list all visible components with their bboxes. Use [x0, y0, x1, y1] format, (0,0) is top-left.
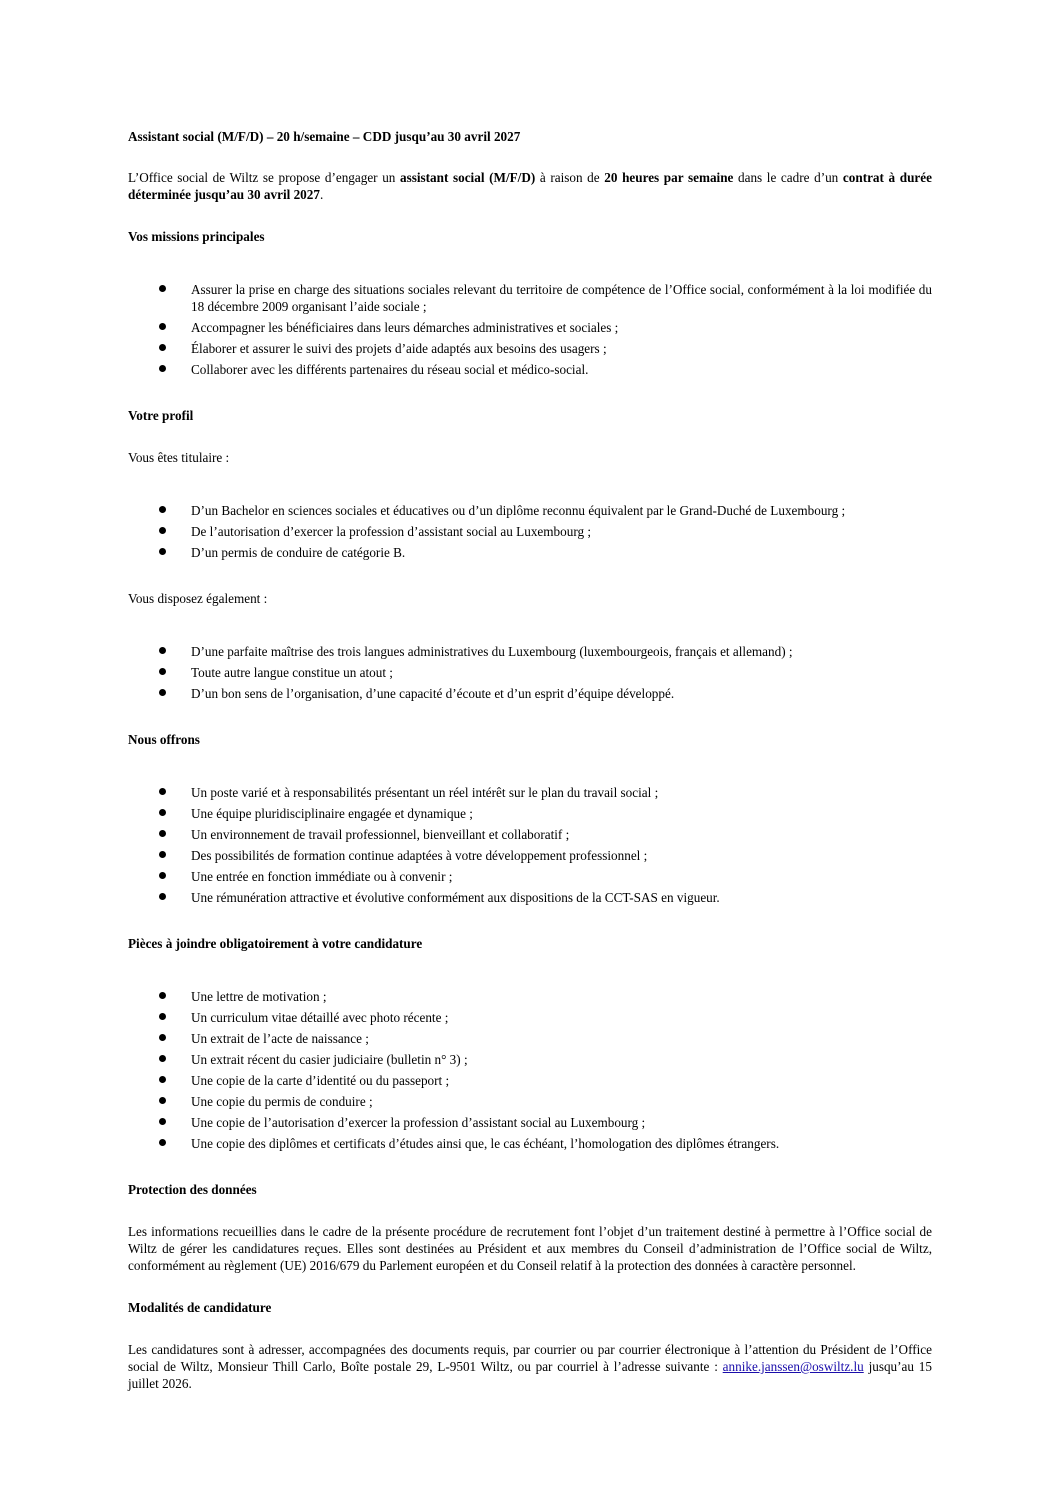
bullet-icon [159, 1055, 166, 1062]
list-item [128, 805, 932, 822]
list-item-text: Une lettre de motivation ; [191, 989, 327, 1004]
list-item [128, 502, 932, 519]
list-item [128, 319, 932, 336]
intro-bold-contract: contrat à durée déterminée jusqu’au 30 avril 2027 [128, 170, 932, 202]
application-paragraph [128, 1341, 932, 1392]
intro-bold-position: assistant social (M/F/D) [400, 170, 536, 185]
list-item [128, 281, 932, 315]
list-item [128, 784, 932, 801]
bullet-icon [159, 809, 166, 816]
list-item-text: Une équipe pluridisciplinaire engagée et dynamique ; [191, 806, 473, 821]
intro-text: L’Office social de Wiltz se propose d’engager un [128, 170, 400, 185]
list-item-text: Une copie de la carte d’identité ou du passeport ; [191, 1073, 450, 1088]
list-item-text: Une rémunération attractive et évolutive conformément aux dispositions de la CCT-SAS en vigueur. [191, 890, 720, 905]
offer-list [128, 784, 932, 906]
list-item [128, 847, 932, 864]
job-title: Assistant social (M/F/D) – 20 h/semaine – CDD jusqu’au 30 avril 2027 [128, 129, 521, 144]
list-item-text: Une copie des diplômes et certificats d’études ainsi que, le cas échéant, l’homologation des diplômes étrangers. [191, 1136, 780, 1151]
intro-text: dans le cadre d’un [733, 170, 843, 185]
list-item-text: Accompagner les bénéficiaires dans leurs démarches administratives et sociales ; [191, 320, 619, 335]
list-item [128, 1114, 932, 1131]
list-item [128, 988, 932, 1005]
missions-heading: Vos missions principales [128, 229, 265, 244]
list-item [128, 1009, 932, 1026]
offer-heading: Nous offrons [128, 732, 200, 747]
list-item-text: Une copie du permis de conduire ; [191, 1094, 373, 1109]
list-item [128, 1051, 932, 1068]
list-item-text: Une entrée en fonction immédiate ou à convenir ; [191, 869, 453, 884]
list-item-text: De l’autorisation d’exercer la profession d’assistant social au Luxembourg ; [191, 524, 592, 539]
list-item [128, 1072, 932, 1089]
bullet-icon [159, 689, 166, 696]
bullet-icon [159, 344, 166, 351]
bullet-icon [159, 647, 166, 654]
bullet-icon [159, 872, 166, 879]
profile-list-1 [128, 502, 932, 561]
bullet-icon [159, 851, 166, 858]
list-item-text: Assurer la prise en charge des situations sociales relevant du territoire de compétence de l’Office social, conformément à la loi modifiée du 18 décembre 2009 organisant l’aide sociale ; [191, 282, 932, 314]
list-item-text: Une copie de l’autorisation d’exercer la profession d’assistant social au Luxembourg ; [191, 1115, 646, 1130]
list-item [128, 1135, 932, 1152]
intro-text: à raison de [535, 170, 605, 185]
bullet-icon [159, 285, 166, 292]
list-item-text: Un extrait de l’acte de naissance ; [191, 1031, 369, 1046]
list-item [128, 544, 932, 561]
email-link[interactable]: annike.janssen@oswiltz.lu [722, 1359, 864, 1374]
application-heading: Modalités de candidature [128, 1300, 272, 1315]
list-item-text: Toute autre langue constitue un atout ; [191, 665, 393, 680]
list-item-text: Collaborer avec les différents partenaires du réseau social et médico-social. [191, 362, 589, 377]
bullet-icon [159, 323, 166, 330]
list-item [128, 643, 932, 660]
profile-lead-1: Vous êtes titulaire : [128, 450, 230, 465]
bullet-icon [159, 893, 166, 900]
list-item-text: D’un permis de conduire de catégorie B. [191, 545, 406, 560]
missions-list [128, 281, 932, 378]
bullet-icon [159, 365, 166, 372]
privacy-paragraph: Les informations recueillies dans le cadre de la présente procédure de recrutement font l’objet d’un traitement destiné à permettre à l’Office social de Wiltz de gérer les candidatures reçues. Elles sont destinées au Président et aux membres du Conseil d’administration de l’Office social de Wiltz, conformément au règlement (UE) 2016/679 du Parlement européen et du Conseil relatif à la protection des données à caractère personnel. [128, 1224, 932, 1273]
bullet-icon [159, 548, 166, 555]
bullet-icon [159, 1034, 166, 1041]
bullet-icon [159, 527, 166, 534]
list-item-text: D’un bon sens de l’organisation, d’une capacité d’écoute et d’un esprit d’équipe développé. [191, 686, 675, 701]
list-item [128, 1030, 932, 1047]
privacy-heading: Protection des données [128, 1182, 257, 1197]
intro-bold-hours: 20 heures par semaine [604, 170, 734, 185]
application-text: Les candidatures sont à adresser, accompagnées des documents requis, par courrier ou par courrier électronique à l’attention du Président de l’Office social de Wiltz, Monsieur Thill Carlo, Boîte postale 29, L-9501 Wiltz, ou par courriel à l’adresse suivante : [128, 1342, 932, 1374]
list-item-text: Un extrait récent du casier judiciaire (bulletin n° 3) ; [191, 1052, 468, 1067]
list-item [128, 664, 932, 681]
list-item [128, 685, 932, 702]
list-item-text: Un curriculum vitae détaillé avec photo récente ; [191, 1010, 449, 1025]
list-item-text: D’une parfaite maîtrise des trois langues administratives du Luxembourg (luxembourgeois, français et allemand) ; [191, 644, 793, 659]
list-item [128, 889, 932, 906]
profile-lead-2: Vous disposez également : [128, 591, 268, 606]
bullet-icon [159, 788, 166, 795]
bullet-icon [159, 1097, 166, 1104]
documents-heading: Pièces à joindre obligatoirement à votre candidature [128, 936, 423, 951]
list-item [128, 523, 932, 540]
intro-paragraph [128, 169, 932, 203]
list-item-text: Un environnement de travail professionnel, bienveillant et collaboratif ; [191, 827, 570, 842]
bullet-icon [159, 1013, 166, 1020]
bullet-icon [159, 1118, 166, 1125]
application-text: jusqu’au 15 juillet 2026. [128, 1359, 932, 1391]
list-item-text: Élaborer et assurer le suivi des projets d’aide adaptés aux besoins des usagers ; [191, 341, 607, 356]
bullet-icon [159, 830, 166, 837]
bullet-icon [159, 1076, 166, 1083]
bullet-icon [159, 992, 166, 999]
list-item [128, 340, 932, 357]
bullet-icon [159, 668, 166, 675]
list-item [128, 868, 932, 885]
intro-text: . [319, 187, 324, 202]
profile-list-2 [128, 643, 932, 702]
bullet-icon [159, 1139, 166, 1146]
profile-heading: Votre profil [128, 408, 194, 423]
list-item [128, 826, 932, 843]
list-item [128, 361, 932, 378]
document-content [128, 128, 932, 1392]
list-item-text: Un poste varié et à responsabilités présentant un réel intérêt sur le plan du travail social ; [191, 785, 659, 800]
bullet-icon [159, 506, 166, 513]
documents-list [128, 988, 932, 1152]
list-item-text: Des possibilités de formation continue adaptées à votre développement professionnel ; [191, 848, 648, 863]
list-item-text: D’un Bachelor en sciences sociales et éducatives ou d’un diplôme reconnu équivalent par le Grand-Duché de Luxembourg ; [191, 503, 846, 518]
list-item [128, 1093, 932, 1110]
